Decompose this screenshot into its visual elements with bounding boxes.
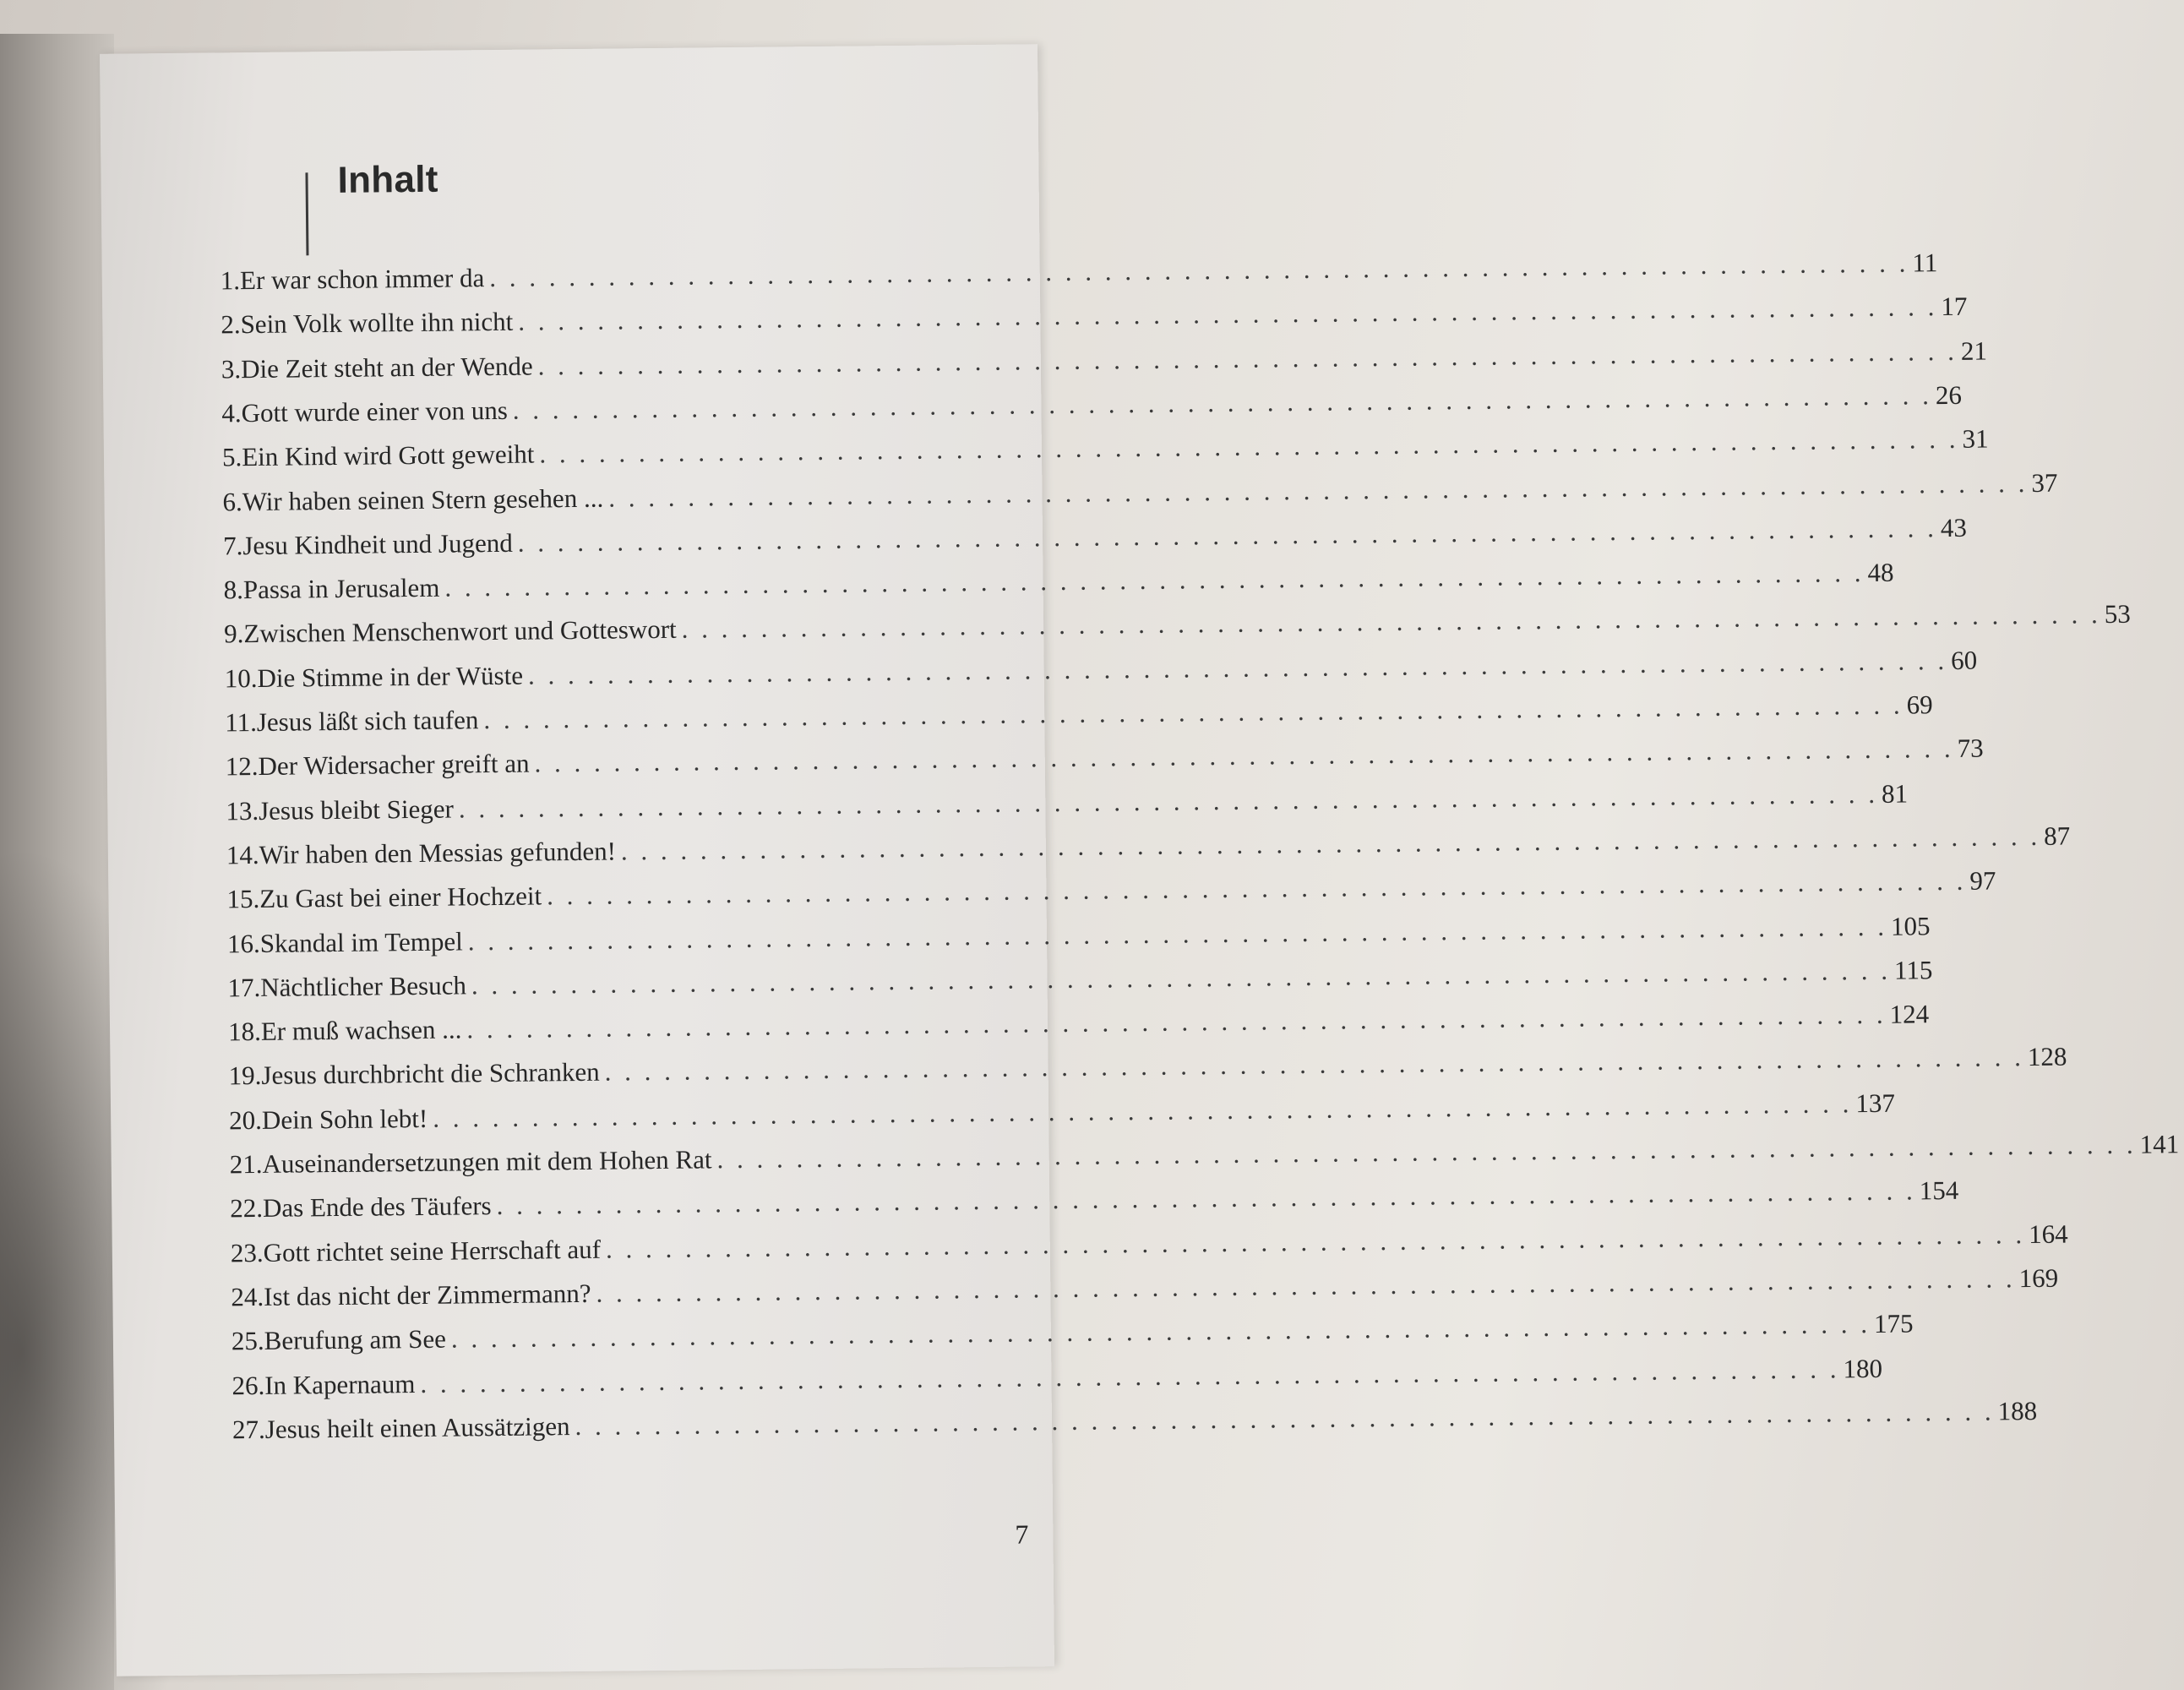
toc-entry-title: Passa in Jerusalem <box>242 572 440 605</box>
toc-leader-dots: . . . . . . . . . . . . . . . . . . . . . . . . . . . . . . . . . . . . . . . . . . . . . . . . . . . . . . . . . . . . . . . . . . . . . . . . <box>420 1353 1840 1398</box>
toc-entry-title: Zwischen Menschenwort und Gotteswort <box>243 614 677 649</box>
toc-entry-page: 69 <box>1906 690 1933 720</box>
toc-entry-title: Wir haben seinen Stern gesehen ... <box>242 482 604 516</box>
toc-entry-page: 37 <box>2031 467 2058 498</box>
toc-leader-dots: . . . . . . . . . . . . . . . . . . . . . . . . . . . . . . . . . . . . . . . . . . . . . . . . . . . . . . . . . . . . . . . . . . . . . . . . <box>605 1218 2026 1264</box>
toc-entry-title: Auseinandersetzungen mit dem Hohen Rat <box>262 1144 712 1179</box>
toc-entry-title: Jesus läßt sich taufen <box>256 705 479 737</box>
toc-leader-dots: . . . . . . . . . . . . . . . . . . . . . . . . . . . . . . . . . . . . . . . . . . . . . . . . . . . . . . . . . . . . . . . . . . . . . . . . <box>483 690 1904 735</box>
toc-entry-number: 1. <box>220 265 241 296</box>
book-page <box>100 44 2180 1676</box>
toc-entry <box>227 999 1930 1055</box>
toc-entry-number: 15. <box>226 884 260 914</box>
toc-entry-title: Jesus bleibt Sieger <box>258 793 455 826</box>
toc-entry <box>221 335 1988 393</box>
toc-entry-page: 128 <box>2027 1041 2067 1072</box>
toc-entry-page: 164 <box>2028 1218 2068 1249</box>
toc-entry <box>230 1175 1959 1233</box>
toc-leader-dots: . . . . . . . . . . . . . . . . . . . . . . . . . . . . . . . . . . . . . . . . . . . . . . . . . . . . . . . . . . . . . . . . . . . . . . . . <box>444 558 1865 602</box>
toc-entry <box>226 820 2071 879</box>
toc-entry-page: 154 <box>1919 1175 1959 1206</box>
toc-entry-number: 11. <box>225 706 258 738</box>
toc-entry-title: Die Zeit steht an der Wende <box>240 351 533 384</box>
toc-entry-title: In Kapernaum <box>264 1368 416 1400</box>
toc-entry-title: Der Widersacher greift an <box>258 748 530 782</box>
toc-entry <box>223 557 1894 613</box>
toc-leader-dots: . . . . . . . . . . . . . . . . . . . . . . . . . . . . . . . . . . . . . . . . . . . . . . . . . . . . . . . . . . . . . . . . . . . . . . . . <box>471 955 1892 1000</box>
toc-entry-number: 17. <box>227 972 261 1003</box>
toc-entry-title: Jesus durchbricht die Schranken <box>261 1057 600 1091</box>
toc-entry-page: 97 <box>1969 865 1996 896</box>
toc-leader-dots: . . . . . . . . . . . . . . . . . . . . . . . . . . . . . . . . . . . . . . . . . . . . . . . . . . . . . . . . . . . . . . . . . . . . . . . . <box>620 820 2041 866</box>
toc-leader-dots: . . . . . . . . . . . . . . . . . . . . . . . . . . . . . . . . . . . . . . . . . . . . . . . . . . . . . . . . . . . . . . . . . . . . . . . . <box>518 292 1938 336</box>
toc-leader-dots: . . . . . . . . . . . . . . . . . . . . . . . . . . . . . . . . . . . . . . . . . . . . . . . . . . . . . . . . . . . . . . . . . . . . . . . . <box>537 335 1958 381</box>
toc-entry-number: 12. <box>225 751 259 782</box>
toc-leader-dots: . . . . . . . . . . . . . . . . . . . . . . . . . . . . . . . . . . . . . . . . . . . . . . . . . . . . . . . . . . . . . . . . . . . . . . . . <box>546 865 1967 911</box>
toc-leader-dots: . . . . . . . . . . . . . . . . . . . . . . . . . . . . . . . . . . . . . . . . . . . . . . . . . . . . . . . . . . . . . . . . . . . . . . . . <box>604 1042 2025 1088</box>
toc-entry <box>220 248 1938 304</box>
toc-leader-dots: . . . . . . . . . . . . . . . . . . . . . . . . . . . . . . . . . . . . . . . . . . . . . . . . . . . . . . . . . . . . . . . . . . . . . . . . <box>512 380 1933 425</box>
toc-entry-number: 3. <box>221 353 242 384</box>
toc-entry-page: 26 <box>1935 379 1963 411</box>
toc-entry-title: Das Ende des Täufers <box>262 1191 492 1224</box>
toc-entry-title: Jesu Kindheit und Jugend <box>242 527 513 560</box>
toc-entry <box>226 865 1996 924</box>
toc-entry-number: 10. <box>224 662 258 694</box>
toc-entry-number: 27. <box>231 1414 265 1445</box>
toc-entry-number: 7. <box>222 530 243 561</box>
toc-entry <box>222 467 2058 526</box>
toc-leader-dots: . . . . . . . . . . . . . . . . . . . . . . . . . . . . . . . . . . . . . . . . . . . . . . . . . . . . . . . . . . . . . . . . . . . . . . . . <box>517 512 1938 558</box>
toc-entry-page: 48 <box>1867 557 1894 588</box>
toc-entry <box>224 645 1978 702</box>
toc-entry <box>227 955 1933 1011</box>
toc-entry-number: 4. <box>221 398 242 428</box>
toc-entry-number: 22. <box>230 1193 264 1224</box>
toc-entry <box>231 1353 1883 1409</box>
toc-entry-title: Sein Volk wollte ihn nicht <box>240 307 514 340</box>
toc-entry-page: 11 <box>1912 248 1938 278</box>
toc-entry-page: 60 <box>1950 645 1978 675</box>
toc-entry <box>228 1041 2067 1100</box>
toc-entry-title: Skandal im Tempel <box>259 925 463 958</box>
toc-entry <box>223 599 2131 658</box>
toc-entry-number: 26. <box>231 1370 265 1400</box>
toc-leader-dots: . . . . . . . . . . . . . . . . . . . . . . . . . . . . . . . . . . . . . . . . . . . . . . . . . . . . . . . . . . . . . . . . . . . . . . . . <box>467 911 1888 956</box>
toc-entry-title: Zu Gast bei einer Hochzeit <box>259 880 542 914</box>
toc-entry-page: 115 <box>1893 955 1933 985</box>
toc-entry-number: 13. <box>226 795 259 826</box>
toc-entry <box>221 423 1989 482</box>
toc-entry-number: 18. <box>227 1017 262 1047</box>
toc-entry <box>225 690 1933 746</box>
toc-entry <box>231 1395 2038 1453</box>
toc-entry <box>221 379 1963 437</box>
table-of-contents <box>100 44 2180 1676</box>
toc-entry-title: Wir haben den Messias gefunden! <box>259 836 617 870</box>
toc-leader-dots: . . . . . . . . . . . . . . . . . . . . . . . . . . . . . . . . . . . . . . . . . . . . . . . . . . . . . . . . . . . . . . . . . . . . . . . . <box>466 999 1887 1044</box>
toc-entry-title: Ein Kind wird Gott geweiht <box>242 439 535 472</box>
toc-entry-title: Gott wurde einer von uns <box>241 395 508 428</box>
toc-entry-number: 5. <box>221 442 242 472</box>
toc-entry-page: 105 <box>1890 910 1931 941</box>
toc-entry-page: 31 <box>1962 423 1989 454</box>
toc-entry-page: 180 <box>1843 1353 1883 1383</box>
toc-entry-page: 141 <box>2139 1129 2180 1159</box>
toc-entry-title: Jesus heilt einen Aussätzigen <box>264 1410 570 1444</box>
toc-entry-page: 21 <box>1960 335 1988 366</box>
toc-entry-number: 19. <box>228 1060 262 1091</box>
toc-leader-dots: . . . . . . . . . . . . . . . . . . . . . . . . . . . . . . . . . . . . . . . . . . . . . . . . . . . . . . . . . . . . . . . . . . . . . . . . <box>489 248 1909 293</box>
toc-entry-number: 9. <box>223 619 244 649</box>
toc-leader-dots: . . . . . . . . . . . . . . . . . . . . . . . . . . . . . . . . . . . . . . . . . . . . . . . . . . . . . . . . . . . . . . . . . . . . . . . . <box>575 1396 1995 1441</box>
toc-leader-dots: . . . . . . . . . . . . . . . . . . . . . . . . . . . . . . . . . . . . . . . . . . . . . . . . . . . . . . . . . . . . . . . . . . . . . . . . <box>608 467 2029 513</box>
toc-entry-page: 124 <box>1889 999 1930 1029</box>
toc-entry-number: 16. <box>226 928 260 958</box>
toc-entry-page: 43 <box>1940 512 1968 542</box>
toc-entry-page: 53 <box>2104 599 2131 630</box>
toc-entry <box>229 1129 2180 1188</box>
toc-entry-title: Die Stimme in der Wüste <box>257 660 524 693</box>
toc-entry-title: Nächtlicher Besuch <box>260 970 467 1002</box>
page-title: Inhalt <box>337 158 438 201</box>
page-number: 7 <box>1015 1518 1029 1550</box>
toc-leader-dots: . . . . . . . . . . . . . . . . . . . . . . . . . . . . . . . . . . . . . . . . . . . . . . . . . . . . . . . . . . . . . . . . . . . . . . . . <box>496 1175 1916 1221</box>
toc-leader-dots: . . . . . . . . . . . . . . . . . . . . . . . . . . . . . . . . . . . . . . . . . . . . . . . . . . . . . . . . . . . . . . . . . . . . . . . . <box>527 645 1948 690</box>
toc-entry-number: 6. <box>222 486 242 516</box>
toc-entry-number: 21. <box>229 1148 263 1180</box>
toc-entry <box>231 1308 1914 1365</box>
toc-entry-title: Er muß wachsen ... <box>260 1014 462 1047</box>
toc-leader-dots: . . . . . . . . . . . . . . . . . . . . . . . . . . . . . . . . . . . . . . . . . . . . . . . . . . . . . . . . . . . . . . . . . . . . . . . . <box>458 778 1879 824</box>
toc-entry <box>229 1088 1896 1144</box>
toc-entry-title: Dein Sohn lebt! <box>261 1103 428 1135</box>
toc-entry-number: 8. <box>223 575 244 605</box>
toc-entry <box>226 778 1909 835</box>
toc-entry-page: 169 <box>2018 1262 2059 1294</box>
toc-entry-title: Ist das nicht der Zimmermann? <box>263 1278 591 1311</box>
toc-entry-number: 23. <box>230 1237 264 1268</box>
toc-leader-dots: . . . . . . . . . . . . . . . . . . . . . . . . . . . . . . . . . . . . . . . . . . . . . . . . . . . . . . . . . . . . . . . . . . . . . . . . <box>716 1129 2137 1175</box>
toc-leader-dots: . . . . . . . . . . . . . . . . . . . . . . . . . . . . . . . . . . . . . . . . . . . . . . . . . . . . . . . . . . . . . . . . . . . . . . . . <box>450 1309 1871 1354</box>
toc-entry-number: 14. <box>226 839 259 870</box>
toc-entry-title: Er war schon immer da <box>239 263 485 296</box>
toc-leader-dots: . . . . . . . . . . . . . . . . . . . . . . . . . . . . . . . . . . . . . . . . . . . . . . . . . . . . . . . . . . . . . . . . . . . . . . . . <box>534 733 1954 778</box>
toc-entry <box>225 733 1984 791</box>
toc-entry <box>231 1262 2059 1321</box>
toc-leader-dots: . . . . . . . . . . . . . . . . . . . . . . . . . . . . . . . . . . . . . . . . . . . . . . . . . . . . . . . . . . . . . . . . . . . . . . . . <box>681 599 2102 645</box>
toc-entry-title: Berufung am See <box>264 1323 447 1356</box>
toc-entry <box>221 292 1968 349</box>
toc-entry-title: Gott richtet seine Herrschaft auf <box>263 1234 602 1268</box>
toc-entry-page: 87 <box>2043 820 2071 851</box>
toc-entry-page: 73 <box>1957 733 1984 764</box>
toc-entry-number: 20. <box>229 1104 263 1136</box>
toc-entry-page: 175 <box>1873 1308 1914 1339</box>
toc-leader-dots: . . . . . . . . . . . . . . . . . . . . . . . . . . . . . . . . . . . . . . . . . . . . . . . . . . . . . . . . . . . . . . . . . . . . . . . . <box>596 1263 2016 1308</box>
toc-entry-number: 2. <box>221 309 241 340</box>
toc-entry <box>230 1218 2068 1277</box>
toc-entry-page: 17 <box>1941 292 1968 322</box>
toc-entry-number: 25. <box>231 1326 264 1356</box>
toc-leader-dots: . . . . . . . . . . . . . . . . . . . . . . . . . . . . . . . . . . . . . . . . . . . . . . . . . . . . . . . . . . . . . . . . . . . . . . . . <box>433 1088 1853 1133</box>
toc-entry-page: 81 <box>1881 778 1909 809</box>
toc-leader-dots: . . . . . . . . . . . . . . . . . . . . . . . . . . . . . . . . . . . . . . . . . . . . . . . . . . . . . . . . . . . . . . . . . . . . . . . . <box>539 424 1959 469</box>
toc-entry-page: 188 <box>1997 1395 2038 1426</box>
toc-entry-page: 137 <box>1855 1088 1896 1118</box>
toc-entry <box>226 910 1931 968</box>
toc-entry <box>222 512 1968 570</box>
toc-entry-number: 24. <box>231 1281 264 1312</box>
